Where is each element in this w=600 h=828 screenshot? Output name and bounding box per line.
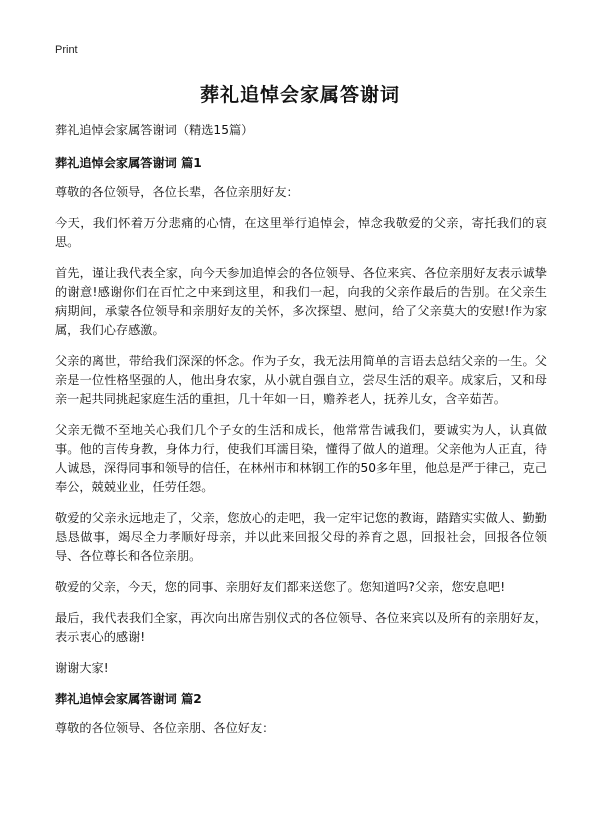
section-heading-1: 葬礼追悼会家属答谢词 篇1 [55,156,202,170]
paragraph: 今天，我们怀着万分悲痛的心情，在这里举行追悼会，悼念我敬爱的父亲，寄托我们的哀思。 [55,216,547,249]
page-title: 葬礼追悼会家属答谢词 [199,84,400,106]
paragraph: 首先，谨让我代表全家，向今天参加追悼会的各位领导、各位来宾、各位亲朋好友表示诚挚的谢意!感谢你们在百忙之中来到这里，和我们一起，向我的父亲作最后的告别。在父亲生病期间，承蒙各位领导和亲朋好友的关怀，多次探望、慰问，给了父亲莫大的安慰!作为家属，我们心存感激。 [55,266,547,337]
paragraph: 父亲无微不至地关心我们几个子女的生活和成长，他常常告诫我们，要诚实为人，认真做事。他的言传身教，身体力行，使我们耳濡目染，懂得了做人的道理。父亲他为人正直，待人诚恳，深得同事和领导的信任，在林州市和林钢工作的50多年里，他总是严于律己，克己奉公，兢兢业业，任劳任怨。 [55,423,547,494]
paragraph: 敬爱的父亲，今天，您的同事、亲朋好友们都来送您了。您知道吗?父亲，您安息吧! [55,580,506,594]
print-label: Print [55,44,78,56]
paragraph: 敬爱的父亲永远地走了，父亲，您放心的走吧，我一定牢记您的教诲，踏踏实实做人、勤勤恳恳做事，竭尽全力孝顺好母亲，并以此来回报父母的养育之恩，回报社会，回报各位领导、各位尊长和各位亲朋。 [55,511,547,563]
document-subtitle: 葬礼追悼会家属答谢词（精选15篇） [55,123,254,137]
paragraph: 最后，我代表我们全家，再次向出席告别仪式的各位领导、各位来宾以及所有的亲朋好友，表示衷心的感谢! [55,611,547,644]
paragraph: 谢谢大家! [55,661,109,675]
section-heading-2: 葬礼追悼会家属答谢词 篇2 [55,692,202,706]
paragraph: 尊敬的各位领导，各位长辈，各位亲朋好友： [55,185,299,199]
paragraph: 父亲的离世，带给我们深深的怀念。作为子女，我无法用简单的言语去总结父亲的一生。父亲是一位性格坚强的人，他出身农家，从小就自强自立，尝尽生活的艰辛。成家后，又和母亲一起共同挑起家庭生活的重担，几十年如一日，赡养老人，抚养儿女，含辛茹苦。 [55,354,547,406]
document-body [55,121,547,750]
paragraph: 尊敬的各位领导、各位亲朋、各位好友： [55,721,275,735]
